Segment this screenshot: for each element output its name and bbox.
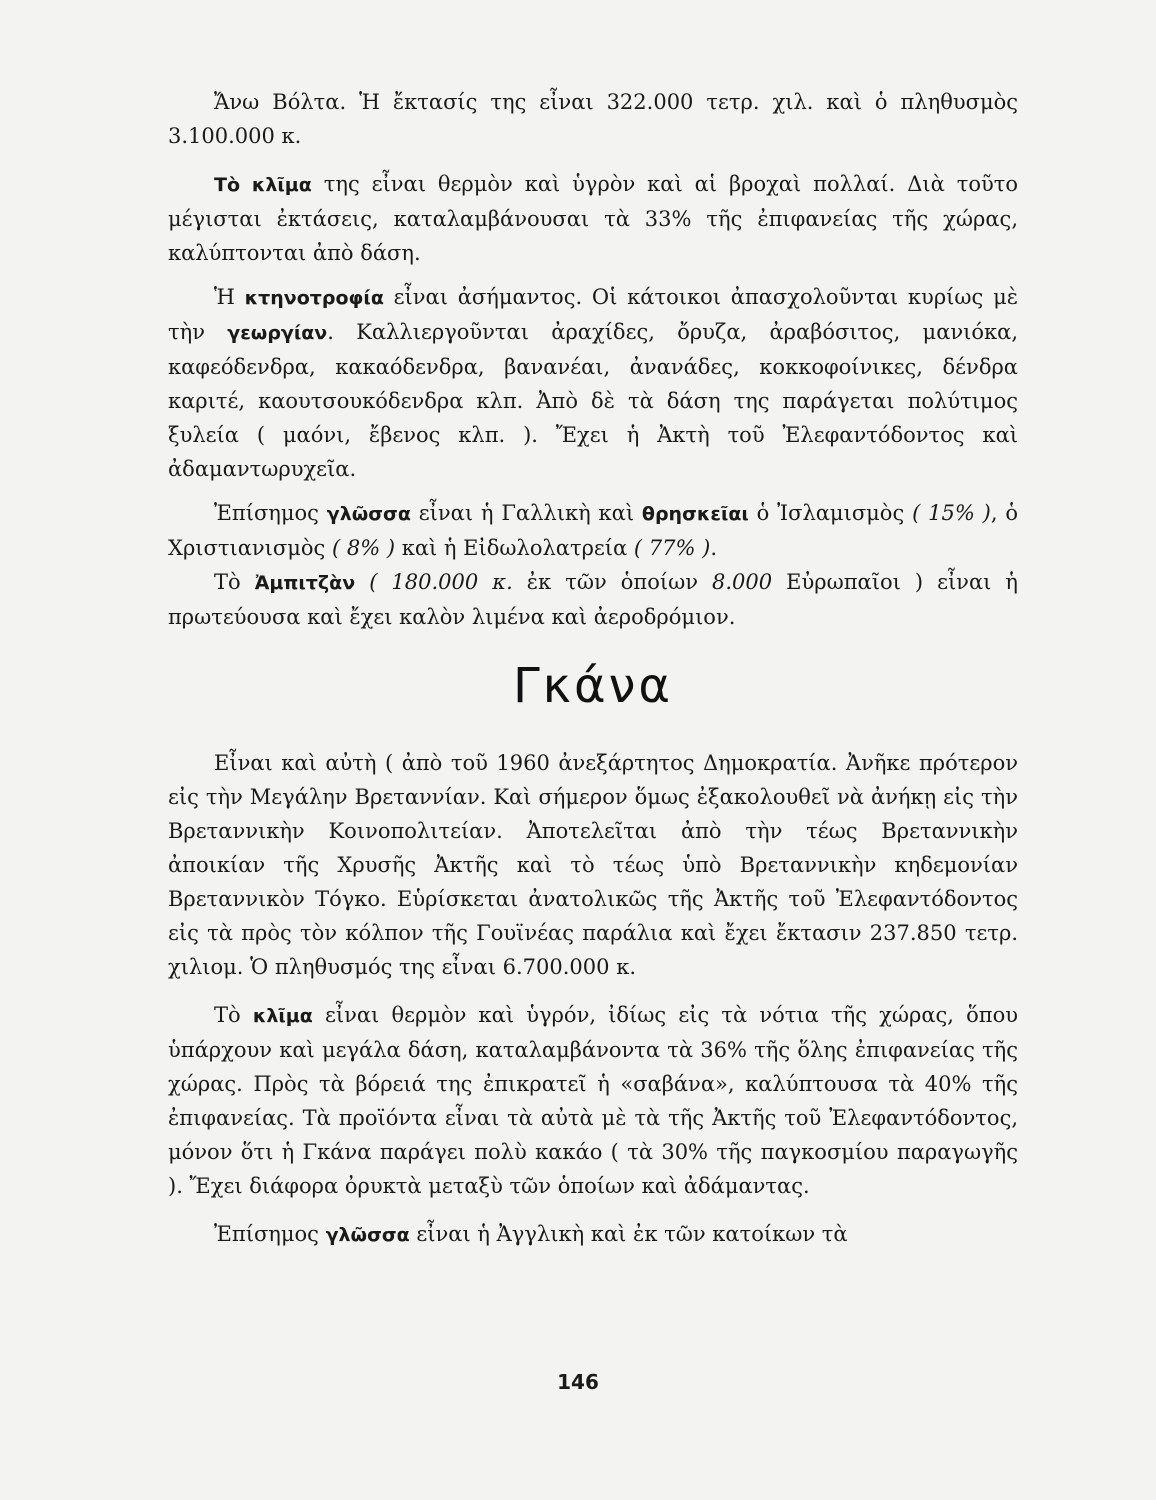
italic-text: ( 77% ) [633,536,711,560]
section-heading: Γκάνα [512,658,674,714]
text: Τὸ [214,1003,253,1027]
italic-text: ( 15% ) [912,501,991,525]
bold-term: κλῖμα [252,1005,313,1027]
bold-term: γεωργίαν [227,322,328,344]
text: , ὁ Χριστιανισμὸς [168,501,1018,560]
bold-term: κτηνοτροφία [244,287,384,309]
text: καὶ ἡ Εἰδωλολατρεία [395,536,634,560]
italic-text: ( 8% ) [331,536,396,560]
text: Εὐρωπαῖοι ) εἶναι ἡ πρωτεύουσα καὶ ἔχει καλὸν λιμένα καὶ ἀεροδρόμιον. [168,570,1018,629]
paragraph-climate-1 [168,167,1018,270]
text: Ἄνω Βόλτα. Ἡ ἔκτασίς της εἶναι 322.000 τετρ. χιλ. καὶ ὁ πληθυσμὸς 3.100.000 κ. [168,90,1018,148]
text: εἶναι ἡ Ἀγγλικὴ καὶ ἐκ τῶν κατοίκων τὰ [409,1222,848,1246]
text: ὁ Ἰσλαμισμὸς [748,501,913,525]
page-body [168,85,1018,1252]
text: ἐκ τῶν ὁποίων [512,570,712,594]
text: Ἐπίσημος [214,1222,326,1246]
italic-text: 8.000 [712,570,773,594]
text: εἶναι ἀσήμαντος. Οἱ κάτοικοι ἀπασχολοῦνται κυρίως μὲ τὴν [168,285,1018,344]
bold-term: Ἀμπιτζὰν [254,572,356,594]
text [355,570,369,594]
text: εἶναι θερμὸν καὶ ὑγρόν, ἰδίως εἰς τὰ νότια τῆς χώρας, ὅπου ὑπάρχουν καὶ μεγάλα δάση, καταλαμβάνοντα τὰ 36% τῆς ὅλης ἐπιφανείας τῆς χώρας. Πρὸς τὰ βόρειά της ἐπικρατεῖ ἡ «σαβάνα», καλύπτουσα τὰ 40% τῆς ἐπιφανείας. Τὰ προϊόντα εἶναι τὰ αὐτὰ μὲ τὰ τῆς Ἀκτῆς τοῦ Ἐλεφαντόδοντος, μόνον ὅτι ἡ Γκάνα παράγει πολὺ κακάο ( τὰ 30% τῆς παγκοσμίου παραγωγῆς ). Ἔχει διάφορα ὀρυκτὰ μεταξὺ τῶν ὁποίων καὶ ἀδάμαντας. [168,1003,1018,1198]
text: . [710,536,717,560]
text: Ἡ [214,285,245,309]
text: Εἶναι καὶ αὐτὴ ( ἀπὸ τοῦ 1960 ἀνεξάρτητος Δημοκρατία. Ἀνῆκε πρότερον εἰς τὴν Μεγάλην Βρεταννίαν. Καὶ σήμερον ὅμως ἐξακολουθεῖ νὰ ἀνήκῃ εἰς τὴν Βρεταννικὴν Κοινοπολιτείαν. Ἀποτελεῖται ἀπὸ τὴν τέως Βρεταννικὴν ἀποικίαν τῆς Χρυσῆς Ἀκτῆς καὶ τὸ τέως ὑπὸ Βρεταννικὴν κηδεμονίαν Βρεταννικὸν Τόγκο. Εὑρίσκεται ἀνατολικῶς τῆς Ἀκτῆς τοῦ Ἐλεφαντόδοντος εἰς τὰ πρὸς τὸν κόλπον τῆς Γουϊνέας παράλια καὶ ἔχει ἔκτασιν 237.850 τετρ. χιλιομ. Ὁ πληθυσμός της εἶναι 6.700.000 κ. [168,751,1018,979]
paragraph-abidjan [168,565,1018,634]
paragraph-ghana-climate [168,998,1018,1203]
paragraph-ghana-language [168,1217,1018,1252]
text: Τὸ [214,570,255,594]
text: εἶναι ἡ Γαλλικὴ καὶ [410,501,642,525]
italic-text: ( 180.000 κ. [369,570,513,594]
paragraph-language-religion [168,496,1018,565]
text: Ἐπίσημος [214,501,327,525]
paragraph-ghana-intro [168,746,1018,984]
paragraph-livestock [168,280,1018,486]
text: . Καλλιεργοῦνται ἀραχίδες, ὄρυζα, ἀραβόσιτος, μανιόκα, καφεόδενδρα, κακαόδενδρα, βανανέαι, ἀνανάδες, κοκκοφοίνικες, δένδρα καριτέ, καουτσουκόδενδρα κλπ. Ἀπὸ δὲ τὰ δάση της παράγεται πολύτιμος ξυλεία ( μαόνι, ἔβενος κλπ. ). Ἔχει ἡ Ἀκτὴ τοῦ Ἐλεφαντόδοντος καὶ ἀδαμαντωρυχεῖα. [168,320,1019,481]
text: της εἶναι θερμὸν καὶ ὑγρὸν καὶ αἱ βροχαὶ πολλαί. Διὰ τοῦτο μέγισται ἐκτάσεις, καταλαμβάνουσαι τὰ 33% τῆς ἐπιφανείας τῆς χώρας, καλύπτονται ἀπὸ δάση. [168,172,1019,265]
bold-term: γλῶσσα [325,1224,410,1246]
bold-term: Τὸ κλῖμα [214,174,312,196]
bold-term: γλῶσσα [326,503,411,525]
bold-term: θρησκεῖαι [641,503,749,525]
paragraph-upper-volta [168,85,1018,153]
page-number: 146 [557,1370,599,1394]
